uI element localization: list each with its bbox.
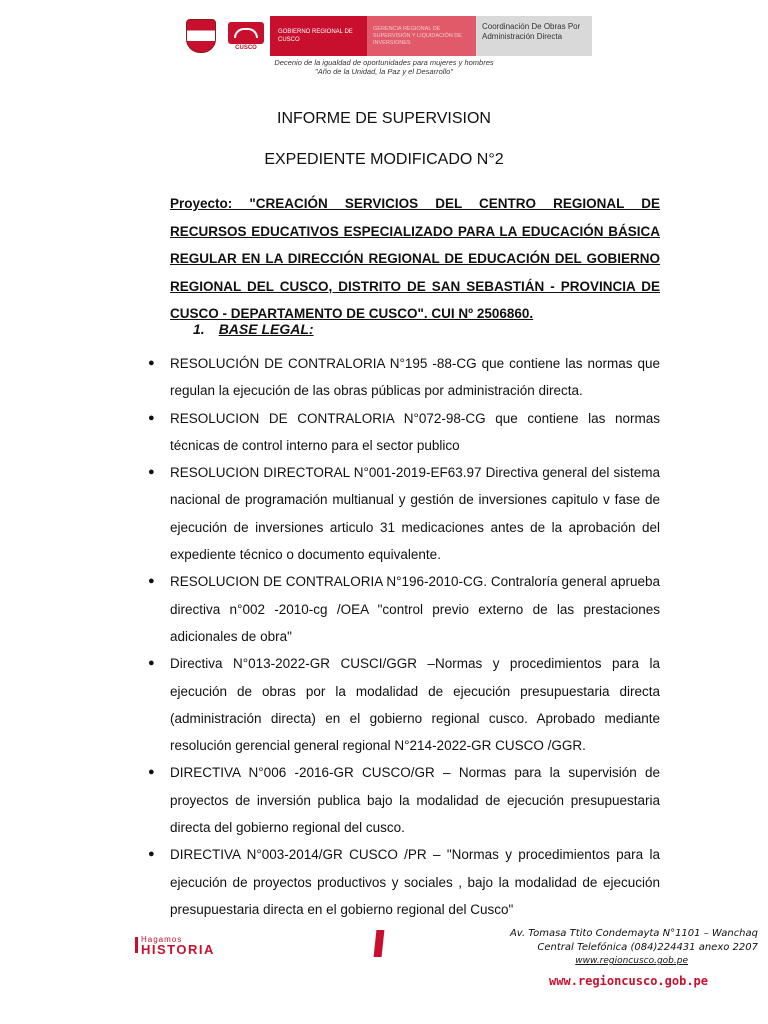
bullet-icon: ● — [148, 575, 155, 588]
bullet-icon: ● — [148, 657, 155, 670]
list-item-text: RESOLUCION DE CONTRALORIA N°072-98-CG que contiene las normas técnicas de control interno para el sector publico — [170, 410, 660, 453]
logo-hagamos: Hagamos — [141, 935, 183, 944]
footer-web-link-small[interactable]: www.regioncusco.gob.pe — [575, 956, 688, 966]
bullet-icon: ● — [148, 848, 155, 861]
section-number: 1. — [193, 321, 205, 337]
footer-web-link[interactable]: www.regioncusco.gob.pe — [549, 974, 708, 988]
list-item — [148, 650, 660, 759]
project-description: Proyecto: "CREACIÓN SERVICIOS DEL CENTRO REGIONAL DE RECURSOS EDUCATIVOS ESPECIALIZADO PARA LA EDUCACIÓN BÁSICA REGULAR EN LA DIRECCIÓN REGIONAL DE EDUCACIÓN DEL GOBIERNO REGIONAL DEL CUSCO, DISTRITO DE SAN SEBASTIÁN - PROVINCIA DE CUSCO - DEPARTAMENTO DE CUSCO". CUI Nº 2506860. — [170, 196, 660, 321]
document-title: INFORME DE SUPERVISION — [277, 110, 491, 127]
logo-mark-icon — [228, 22, 264, 44]
regional-logo — [222, 16, 272, 56]
list-item-text: RESOLUCIÓN DE CONTRALORIA N°195 -88-CG que contiene las normas que regulan la ejecución de las obras públicas por administración directa. — [170, 356, 660, 399]
list-item-text: RESOLUCION DIRECTORAL N°001-2019-EF63.97 Directiva general del sistema nacional de programación multianual y gestión de inversiones capitulo v fase de ejecución de inversiones articulo 31 medicaciones antes de la aprobación del expediente técnico o documento equivalente. — [170, 465, 660, 563]
list-item — [148, 759, 660, 841]
list-item-text: DIRECTIVA N°003-2014/GR CUSCO /PR – "Normas y procedimientos para la ejecución de proyectos productivos y sociales , bajo la modalidad de ejecución presupuestaria directa en el gobierno regional del Cusco" — [170, 847, 660, 917]
list-item — [148, 568, 660, 650]
list-item — [148, 350, 660, 405]
list-item — [148, 459, 660, 568]
decenio-line-1: Decenio de la igualdad de oportunidades para mujeres y hombres — [274, 58, 494, 67]
list-item — [148, 841, 660, 923]
section-heading — [193, 321, 314, 337]
section-label: BASE LEGAL: — [218, 321, 314, 337]
red-mark-icon — [374, 930, 385, 957]
header-gerencia: GERENCIA REGIONAL DE SUPERVISIÓN Y LIQUIDACIÓN DE INVERSIONES — [367, 16, 476, 56]
hagamos-historia-logo — [135, 935, 245, 955]
logo-bar-icon — [135, 937, 138, 953]
coat-of-arms-icon — [180, 16, 222, 56]
logo-historia: HISTORIA — [141, 942, 215, 957]
list-item-text: DIRECTIVA N°006 -2016-GR CUSCO/GR – Normas para la supervisión de proyectos de inversión publica bajo la modalidad de ejecución presupuestaria directa del gobierno regional del cusco. — [170, 765, 660, 836]
legal-basis-list — [148, 350, 660, 923]
list-item-text: RESOLUCION DE CONTRALORIA N°196-2010-CG. Contraloría general aprueba directiva n°002 -2010-cg /OEA "control previo externo de las prestaciones adicionales de obra" — [170, 574, 660, 644]
footer-phone: Central Telefónica (084)224431 anexo 2207 — [537, 942, 758, 953]
decenio-line-2: "Año de la Unidad, la Paz y el Desarrollo" — [315, 67, 453, 76]
list-item-text: Directiva N°013-2022-GR CUSCI/GGR –Normas y procedimientos para la ejecución de obras por la modalidad de ejecución presupuestaria directa (administración directa) en el gobierno regional cusco. Aprobado mediante resolución gerencial general regional N°214-2022-GR CUSCO /GGR. — [170, 656, 660, 754]
bullet-icon: ● — [148, 766, 155, 779]
letterhead — [180, 16, 592, 56]
bullet-icon: ● — [148, 466, 155, 479]
bullet-icon: ● — [148, 411, 155, 424]
logo-text: CUSCO — [235, 44, 257, 51]
footer-address: Av. Tomasa Ttito Condemayta N°1101 – Wanchaq — [509, 928, 758, 939]
bullet-icon: ● — [148, 357, 155, 369]
list-item — [148, 405, 660, 460]
header-coordinacion: Coordinación De Obras Por Administración Directa — [476, 16, 592, 56]
header-gobierno: GOBIERNO REGIONAL DE CUSCO — [272, 16, 367, 56]
document-subtitle: EXPEDIENTE MODIFICADO N°2 — [264, 151, 504, 168]
